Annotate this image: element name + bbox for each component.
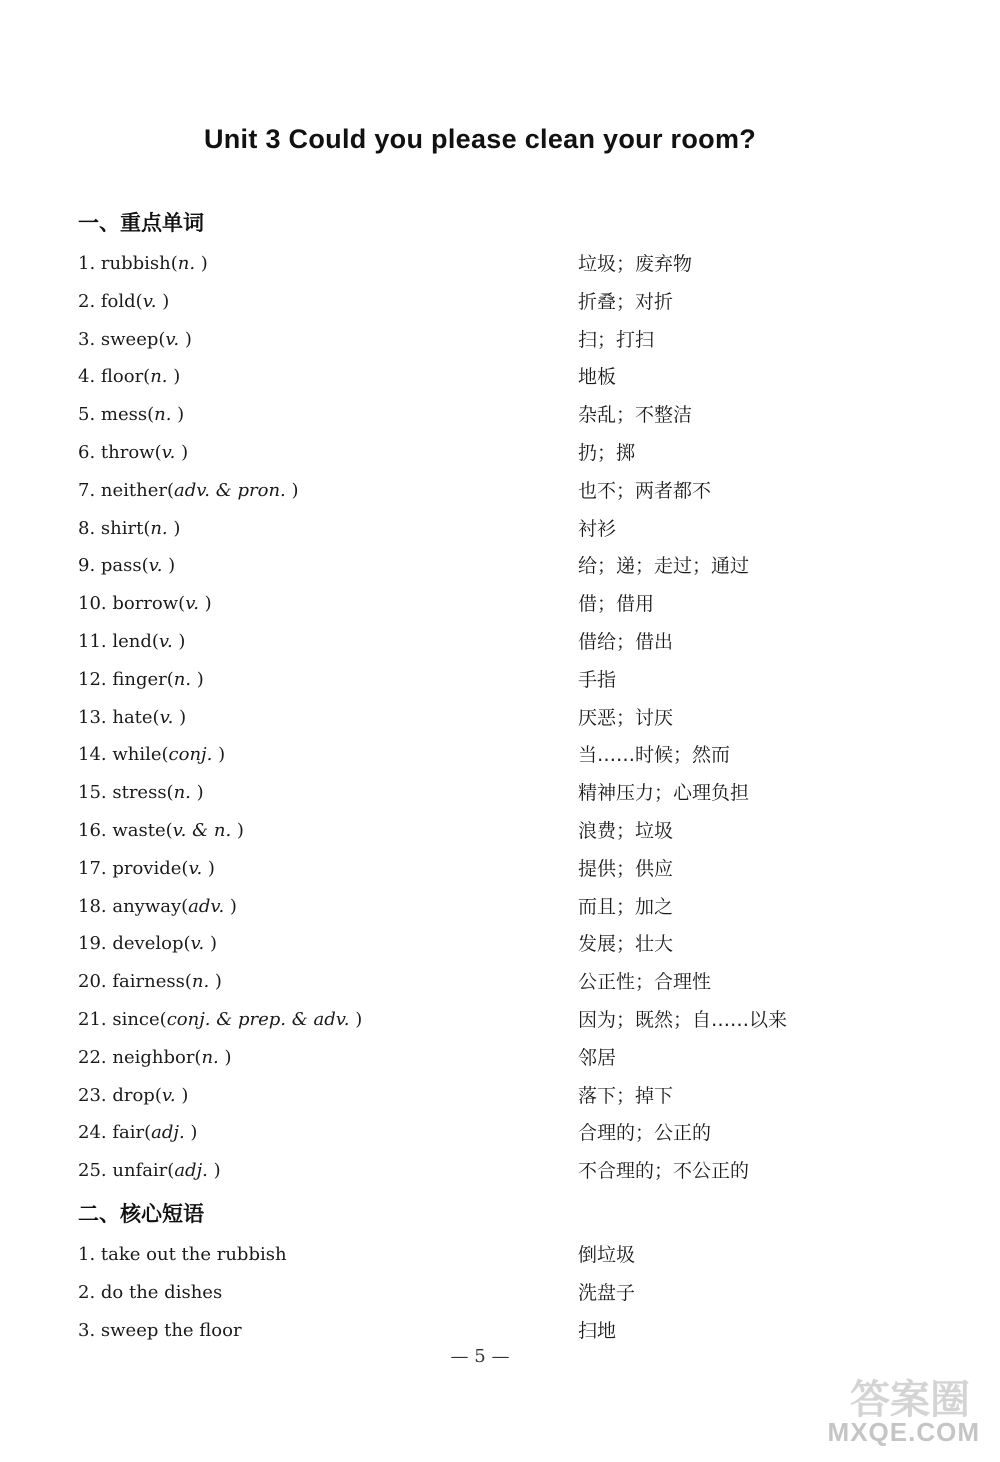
vocab-row <box>78 740 938 770</box>
part-of-speech: v. <box>158 631 173 652</box>
part-of-speech: n. <box>173 782 191 804</box>
part-of-speech: n. <box>177 253 196 274</box>
chinese-meaning: 因为；既然；自……以来 <box>578 1009 788 1031</box>
chinese-meaning: 杂乱；不整洁 <box>578 404 693 427</box>
vocab-row <box>78 1278 938 1308</box>
term-close: ) <box>195 253 208 274</box>
vocab-term <box>78 362 180 392</box>
vocab-term <box>78 589 212 619</box>
term-word: 13. hate( <box>78 706 160 728</box>
term-word: 7. neither( <box>78 479 175 501</box>
term-close: ) <box>179 328 192 350</box>
chinese-meaning: 扔；掷 <box>578 442 636 464</box>
vocab-row <box>78 514 938 544</box>
term-word: 19. develop( <box>78 933 191 955</box>
vocab-term <box>78 514 180 544</box>
vocab-term <box>78 400 184 430</box>
term-close: ) <box>349 1009 363 1030</box>
chinese-meaning: 借给；借出 <box>578 631 674 653</box>
term-word: 12. finger( <box>78 668 174 690</box>
term-word: 11. lend( <box>78 631 159 652</box>
vocab-term <box>78 476 299 506</box>
term-word: 1. take out the rubbish <box>78 1244 287 1265</box>
chinese-meaning: 垃圾；废弃物 <box>578 253 693 275</box>
vocab-row <box>78 287 938 317</box>
part-of-speech: adv. <box>188 895 225 917</box>
part-of-speech: v. & n. <box>172 820 232 841</box>
term-close: ) <box>285 479 299 501</box>
part-of-speech: v. <box>148 555 163 577</box>
term-close: ) <box>172 631 186 652</box>
term-close: ) <box>171 404 185 426</box>
term-close: ) <box>198 593 212 615</box>
term-word: 6. throw( <box>78 442 162 463</box>
chinese-meaning: 手指 <box>578 668 617 691</box>
chinese-meaning: 当……时候；然而 <box>578 744 731 767</box>
chinese-meaning: 不合理的；不公正的 <box>578 1160 750 1183</box>
vocab-row <box>78 438 938 468</box>
chinese-meaning: 给；递；走过；通过 <box>578 555 750 578</box>
vocab-term <box>78 703 186 733</box>
term-close: ) <box>156 290 170 312</box>
term-word: 17. provide( <box>78 857 189 879</box>
vocab-row <box>78 1043 938 1073</box>
vocab-term <box>78 665 204 695</box>
term-word: 24. fair( <box>78 1122 152 1144</box>
vocab-row <box>78 400 938 430</box>
vocab-term <box>78 778 204 808</box>
vocab-term <box>78 816 244 846</box>
term-word: 9. pass( <box>78 555 149 577</box>
term-close: ) <box>218 1046 232 1068</box>
term-word: 10. borrow( <box>78 593 186 615</box>
part-of-speech: v. <box>165 328 180 350</box>
part-of-speech: n. <box>173 668 192 690</box>
vocab-row <box>78 1118 938 1148</box>
term-close: ) <box>175 442 189 463</box>
vocab-row <box>78 816 938 846</box>
part-of-speech: v. <box>161 442 176 463</box>
vocab-row <box>78 778 938 808</box>
chinese-meaning: 也不；两者都不 <box>578 479 712 502</box>
chinese-meaning: 借；借用 <box>578 593 655 616</box>
part-of-speech: n. <box>150 517 168 539</box>
term-word: 23. drop( <box>78 1084 162 1106</box>
part-of-speech: conj. <box>168 744 213 766</box>
chinese-meaning: 发展；壮大 <box>578 933 674 956</box>
vocab-term <box>78 438 188 468</box>
section-heading: 一、重点单词 <box>78 211 204 235</box>
term-word: 5. mess( <box>78 404 155 426</box>
chinese-meaning: 精神压力；心理负担 <box>578 782 750 805</box>
chinese-meaning: 厌恶；讨厌 <box>578 706 674 729</box>
part-of-speech: v. <box>190 933 205 955</box>
term-word: 3. sweep the floor <box>78 1319 242 1341</box>
section-heading: 二、核心短语 <box>78 1202 204 1226</box>
term-close: ) <box>173 706 187 728</box>
vocab-row <box>78 476 938 506</box>
term-word: 20. fairness( <box>78 971 192 993</box>
term-word: 15. stress( <box>78 782 174 804</box>
part-of-speech: v. <box>161 1084 176 1106</box>
watermark-site: MXQE.COM <box>827 1417 980 1447</box>
term-close: ) <box>202 857 215 879</box>
vocab-term <box>78 1118 197 1148</box>
part-of-speech: v. <box>185 593 199 615</box>
term-word: 16. waste( <box>78 820 173 841</box>
term-close: ) <box>204 933 217 955</box>
part-of-speech: n. <box>150 366 168 388</box>
chinese-meaning: 地板 <box>578 366 617 389</box>
vocab-row <box>78 1005 938 1035</box>
term-close: ) <box>212 744 226 766</box>
term-close: ) <box>167 517 181 539</box>
term-word: 21. since( <box>78 1009 167 1030</box>
vocab-term <box>78 1005 362 1035</box>
vocab-row <box>78 1081 938 1111</box>
vocab-term <box>78 287 169 317</box>
chinese-meaning: 落下；掉下 <box>578 1084 674 1107</box>
vocab-term <box>78 1081 188 1111</box>
part-of-speech: v. <box>188 857 203 879</box>
part-of-speech: n. <box>191 971 210 993</box>
vocab-row <box>78 929 938 959</box>
part-of-speech: n. <box>201 1046 219 1068</box>
term-close: ) <box>207 1160 221 1182</box>
term-word: 25. unfair( <box>78 1160 175 1182</box>
vocab-term <box>78 627 185 657</box>
vocab-row <box>78 665 938 695</box>
term-close: ) <box>191 668 204 690</box>
watermark-logo: 答案圈 <box>850 1377 970 1423</box>
term-close: ) <box>167 366 181 388</box>
chinese-meaning: 公正性；合理性 <box>578 971 712 994</box>
vocab-row <box>78 589 938 619</box>
vocab-row <box>78 627 938 657</box>
term-word: 22. neighbor( <box>78 1046 202 1068</box>
term-close: ) <box>184 1122 198 1144</box>
part-of-speech: adj. <box>151 1122 185 1144</box>
vocab-term <box>78 1240 287 1270</box>
vocab-term <box>78 1043 232 1073</box>
term-word: 14. while( <box>78 744 169 766</box>
vocab-row <box>78 1240 938 1270</box>
chinese-meaning: 邻居 <box>578 1046 617 1069</box>
vocab-row <box>78 551 938 581</box>
term-close: ) <box>162 555 176 577</box>
vocab-row <box>78 325 938 355</box>
vocab-term <box>78 854 215 884</box>
vocab-term <box>78 740 225 770</box>
term-close: ) <box>224 895 237 917</box>
chinese-meaning: 折叠；对折 <box>578 290 674 313</box>
term-word: 1. rubbish( <box>78 253 178 274</box>
part-of-speech: adv. & pron. <box>174 479 286 501</box>
term-close: ) <box>190 782 204 804</box>
part-of-speech: n. <box>154 404 172 426</box>
vocab-row <box>78 362 938 392</box>
term-word: 8. shirt( <box>78 517 151 539</box>
vocab-row <box>78 1156 938 1186</box>
vocab-term <box>78 249 208 279</box>
vocab-term <box>78 551 175 581</box>
term-close: ) <box>231 820 244 841</box>
vocab-row <box>78 249 938 279</box>
chinese-meaning: 倒垃圾 <box>578 1244 636 1266</box>
vocab-term <box>78 1316 242 1346</box>
chinese-meaning: 衬衫 <box>578 517 617 540</box>
vocab-term <box>78 929 217 959</box>
part-of-speech: adj. <box>174 1160 208 1182</box>
chinese-meaning: 洗盘子 <box>578 1281 636 1304</box>
term-word: 18. anyway( <box>78 895 189 917</box>
term-close: ) <box>175 1084 189 1106</box>
term-word: 3. sweep( <box>78 328 166 350</box>
page-number: — 5 — <box>450 1346 510 1367</box>
term-word: 4. floor( <box>78 366 151 388</box>
chinese-meaning: 浪费；垃圾 <box>578 820 674 842</box>
chinese-meaning: 扫地 <box>578 1319 617 1342</box>
vocab-row <box>78 967 938 997</box>
vocab-term <box>78 325 192 355</box>
term-word: 2. fold( <box>78 290 143 312</box>
term-word: 2. do the dishes <box>78 1281 223 1303</box>
chinese-meaning: 合理的；公正的 <box>578 1122 712 1145</box>
vocab-row <box>78 1316 938 1346</box>
vocab-row <box>78 892 938 922</box>
chinese-meaning: 提供；供应 <box>578 857 674 880</box>
part-of-speech: v. <box>142 290 157 312</box>
part-of-speech: conj. & prep. & adv. <box>166 1009 350 1030</box>
vocab-term <box>78 1278 222 1308</box>
vocab-term <box>78 892 237 922</box>
vocab-row <box>78 854 938 884</box>
vocab-row <box>78 703 938 733</box>
watermark <box>740 1368 980 1448</box>
vocab-term <box>78 967 222 997</box>
chinese-meaning: 扫；打扫 <box>578 328 655 351</box>
chinese-meaning: 而且；加之 <box>578 895 674 918</box>
term-close: ) <box>209 971 222 993</box>
part-of-speech: v. <box>159 706 174 728</box>
page-title: Unit 3 Could you please clean your room? <box>203 124 757 154</box>
vocab-term <box>78 1156 221 1186</box>
